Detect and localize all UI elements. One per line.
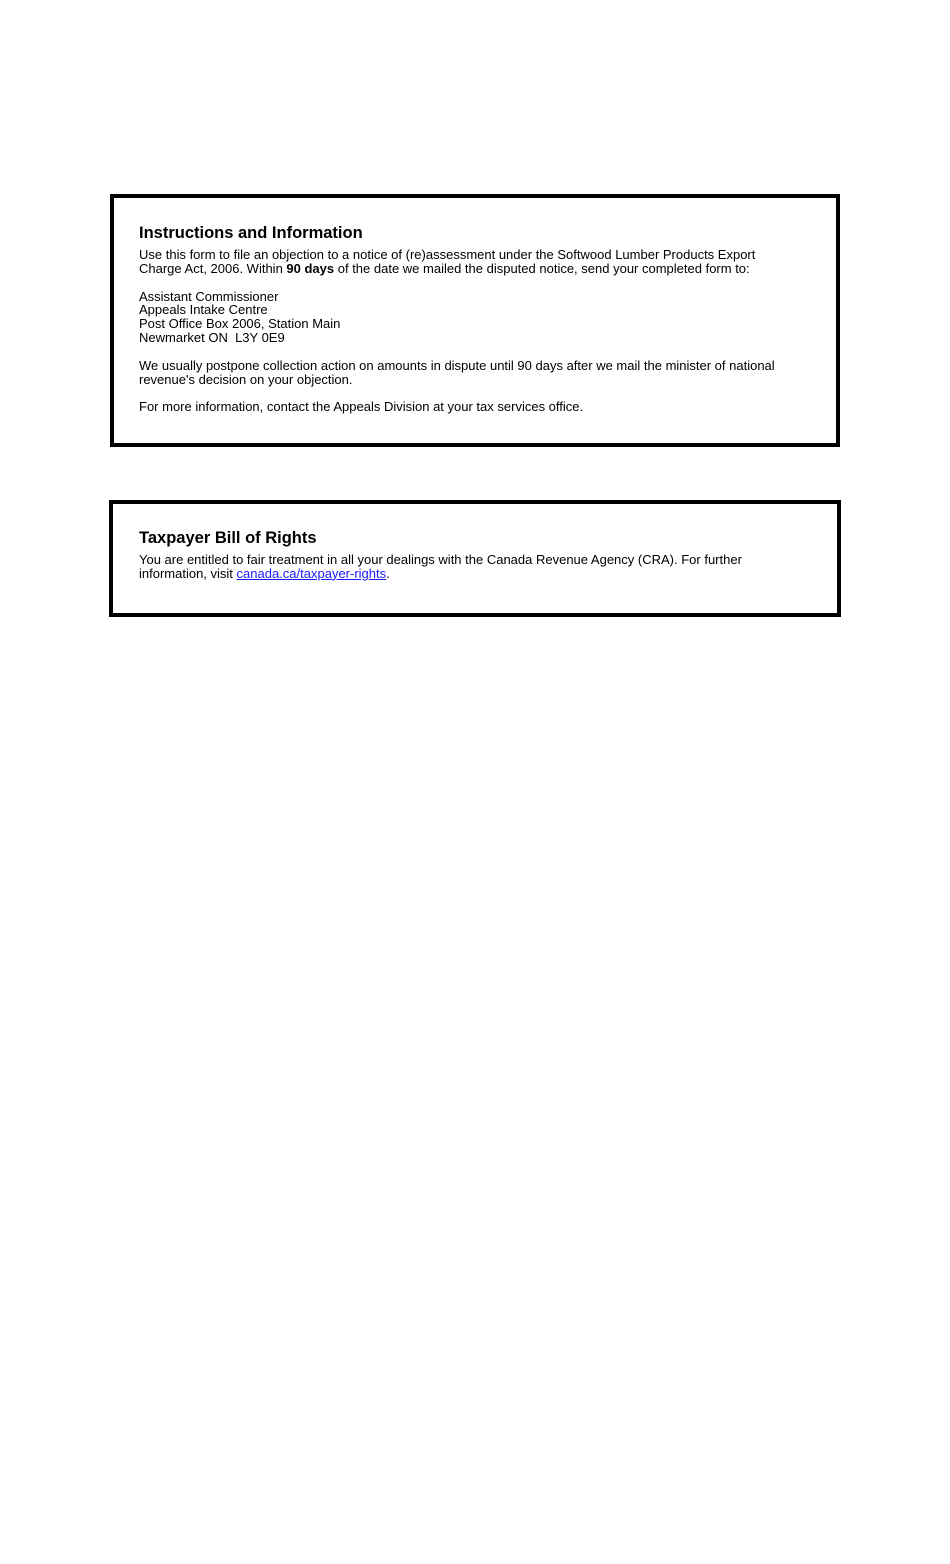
taxpayer-rights-period: .	[386, 565, 390, 581]
deadline-days: 90 days	[286, 260, 335, 276]
instructions-title: Instructions and Information	[139, 224, 363, 242]
taxpayer-rights-text	[139, 553, 789, 581]
taxpayer-rights-box	[109, 500, 841, 617]
instructions-intro	[139, 248, 788, 276]
address-line: Newmarket ON L3Y 0E9	[139, 329, 285, 345]
contact-info-text: For more information, contact the Appeals Division at your tax services office.	[139, 399, 584, 415]
instructions-intro-text: Use this form to file an objection to a notice of (re)assessment under the Softwood Lumber Products Export Charge Act, 2006. Within	[139, 247, 756, 276]
taxpayer-rights-title: Taxpayer Bill of Rights	[139, 529, 317, 547]
postpone-collection-text: We usually postpone collection action on amounts in dispute until 90 days after we mail the minister of national revenue's decision on your objection.	[139, 357, 775, 387]
taxpayer-rights-content	[139, 528, 789, 581]
taxpayer-rights-link[interactable]: canada.ca/taxpayer-rights	[236, 565, 387, 581]
address-line: Assistant Commissioner	[139, 288, 279, 304]
address-line: Post Office Box 2006, Station Main	[139, 316, 341, 332]
mailing-address	[139, 290, 788, 345]
instructions-content	[139, 223, 788, 414]
instructions-intro-text-end: of the date we mailed the disputed notice, send your completed form to:	[334, 260, 750, 276]
instructions-box	[110, 194, 840, 447]
taxpayer-rights-body: You are entitled to fair treatment in all your dealings with the Canada Revenue Agency (CRA). For further information, visit	[139, 552, 742, 581]
address-line: Appeals Intake Centre	[139, 302, 268, 318]
